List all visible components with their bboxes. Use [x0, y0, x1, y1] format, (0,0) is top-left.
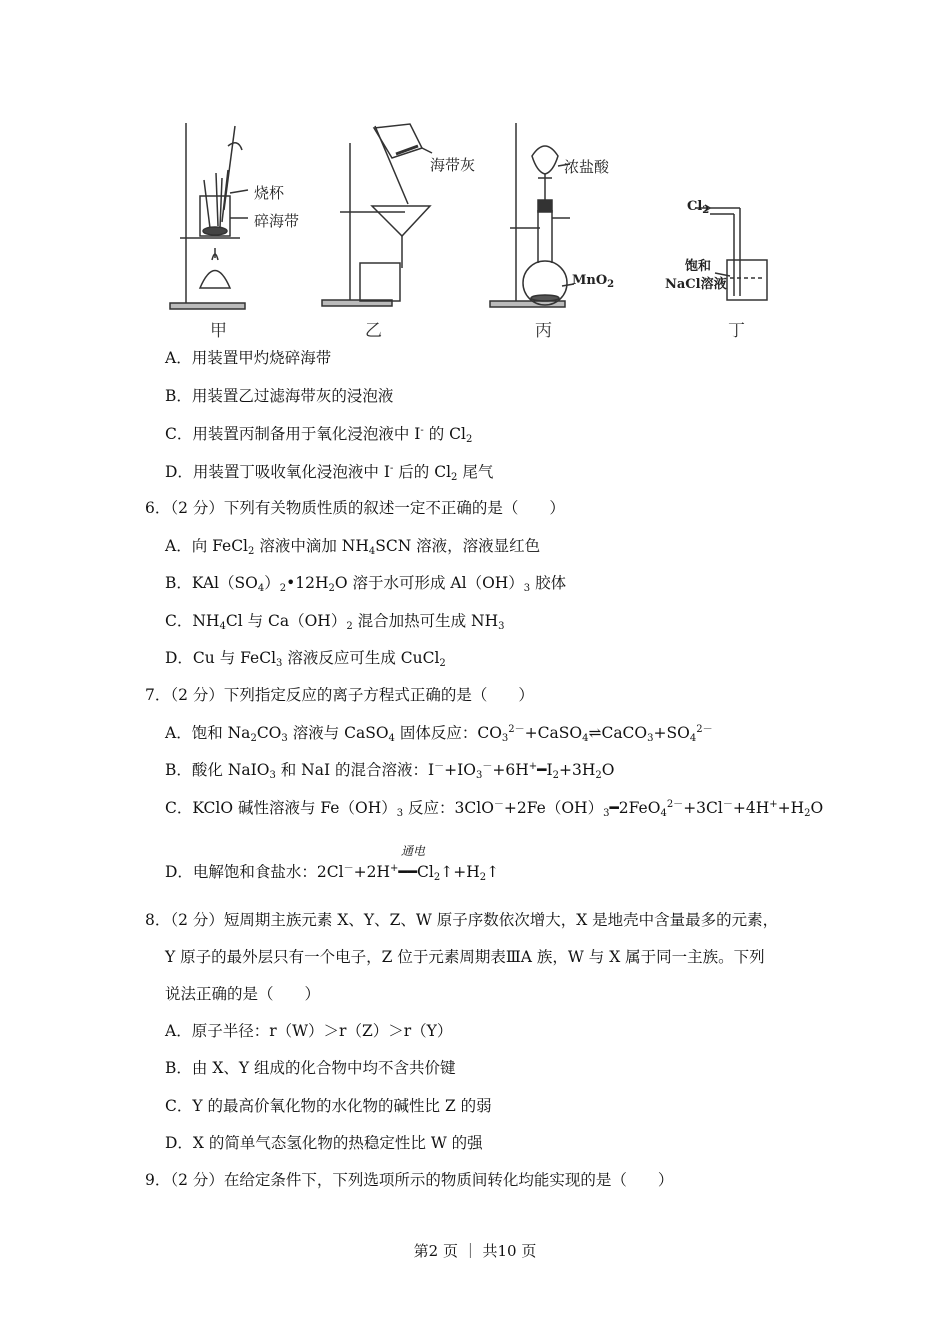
q5-option-a: A．用装置甲灼烧碎海带: [165, 349, 332, 367]
q7-option-c: C．KClO 碱性溶液与 $Fe(OH)_3$ 反应：$3ClO^-+2Fe(OH)_3━2FeO_4^{2-}+3Cl^-+4H^++H_2O$: [165, 799, 824, 819]
q5-option-b: B．用装置乙过滤海带灰的浸泡液: [165, 387, 394, 405]
q6-stem: 6．（2 分）下列有关物质性质的叙述一定不正确的是（ ）: [145, 499, 565, 517]
label-cl2-gas: $Cl_2$: [687, 199, 710, 216]
q7-option-d: D．电解饱和食盐水：$2Cl^-+2H^+━━Cl_2↑+H_2↑$: [165, 863, 500, 883]
q8-option-c: C．Y 的最高价氧化物的水化物的碱性比 Z 的弱: [165, 1097, 492, 1115]
caption-ding: 丁: [728, 321, 745, 341]
q6-option-d: D．Cu 与 FeCl$_3$ 溶液反应可生成 CuCl$_2$: [165, 649, 446, 669]
q9-stem: 9．（2 分）在给定条件下，下列选项所示的物质间转化均能实现的是（ ）: [145, 1171, 674, 1189]
label-nacl-solution: NaCl溶液: [665, 277, 727, 292]
label-beaker: 烧杯: [254, 184, 285, 202]
q6-option-c: C．$NH_4Cl$ 与 $Ca(OH)_2$ 混合加热可生成 $NH_3$: [165, 612, 505, 632]
q5-option-c: C．用装置丙制备用于氧化浸泡液中 I- 的 $Cl_2$: [165, 425, 473, 445]
q8-option-a: A．原子半径：r（W）＞r（Z）＞r（Y）: [165, 1022, 453, 1040]
label-seaweed-ash: 海带灰: [430, 156, 476, 174]
label-saturated: 饱和: [685, 259, 712, 274]
q8-stem-line2: Y 原子的最外层只有一个电子，Z 位于元素周期表ⅢA 族，W 与 X 属于同一主族。下列: [165, 948, 765, 966]
q8-stem-line3: 说法正确的是（ ）: [165, 985, 321, 1003]
q5-option-d: D．用装置丁吸收氧化浸泡液中 I- 后的 $Cl_2$ 尾气: [165, 463, 494, 483]
q8-option-b: B．由 X、Y 组成的化合物中均不含共价键: [165, 1059, 456, 1077]
q7-option-a: A．饱和 $Na_2CO_3$ 溶液与 CaSO$_4$ 固体反应：$CO_3^{2-}+CaSO_4\rightleftharpoons CaCO_3+SO_4^{2-}$: [165, 724, 713, 744]
caption-bing: 丙: [535, 321, 552, 341]
q6-option-a: A．向 FeCl$_2$ 溶液中滴加 $NH_4SCN$ 溶液，溶液显红色: [165, 537, 541, 557]
q7-stem: 7．（2 分）下列指定反应的离子方程式正确的是（ ）: [145, 686, 534, 704]
label-mno2: MnO$_2$: [572, 273, 615, 290]
q8-option-d: D．X 的简单气态氢化物的热稳定性比 W 的强: [165, 1134, 483, 1152]
apparatus-figure: [160, 118, 800, 340]
q6-option-b: B．$KAl(SO_4)_2•12H_2O$ 溶于水可形成 $Al(OH)_3$ 胶体: [165, 574, 567, 594]
q7-d-condition: 通电: [401, 844, 426, 858]
label-seaweed: 碎海带: [254, 212, 300, 230]
caption-jia: 甲: [210, 321, 227, 341]
q8-stem-line1: 8．（2 分）短周期主族元素 X、Y、Z、W 原子序数依次增大，X 是地壳中含量最多的元素，: [145, 911, 779, 929]
page-footer: 第2 页 ｜ 共10 页: [413, 1242, 537, 1260]
caption-yi: 乙: [365, 321, 382, 341]
q7-option-b: B．酸化 NaIO$_3$ 和 NaI 的混合溶液：$I^-+IO_3^-+6H^+━I_2+3H_2O$: [165, 761, 615, 781]
label-conc-hcl: 浓盐酸: [564, 158, 610, 176]
